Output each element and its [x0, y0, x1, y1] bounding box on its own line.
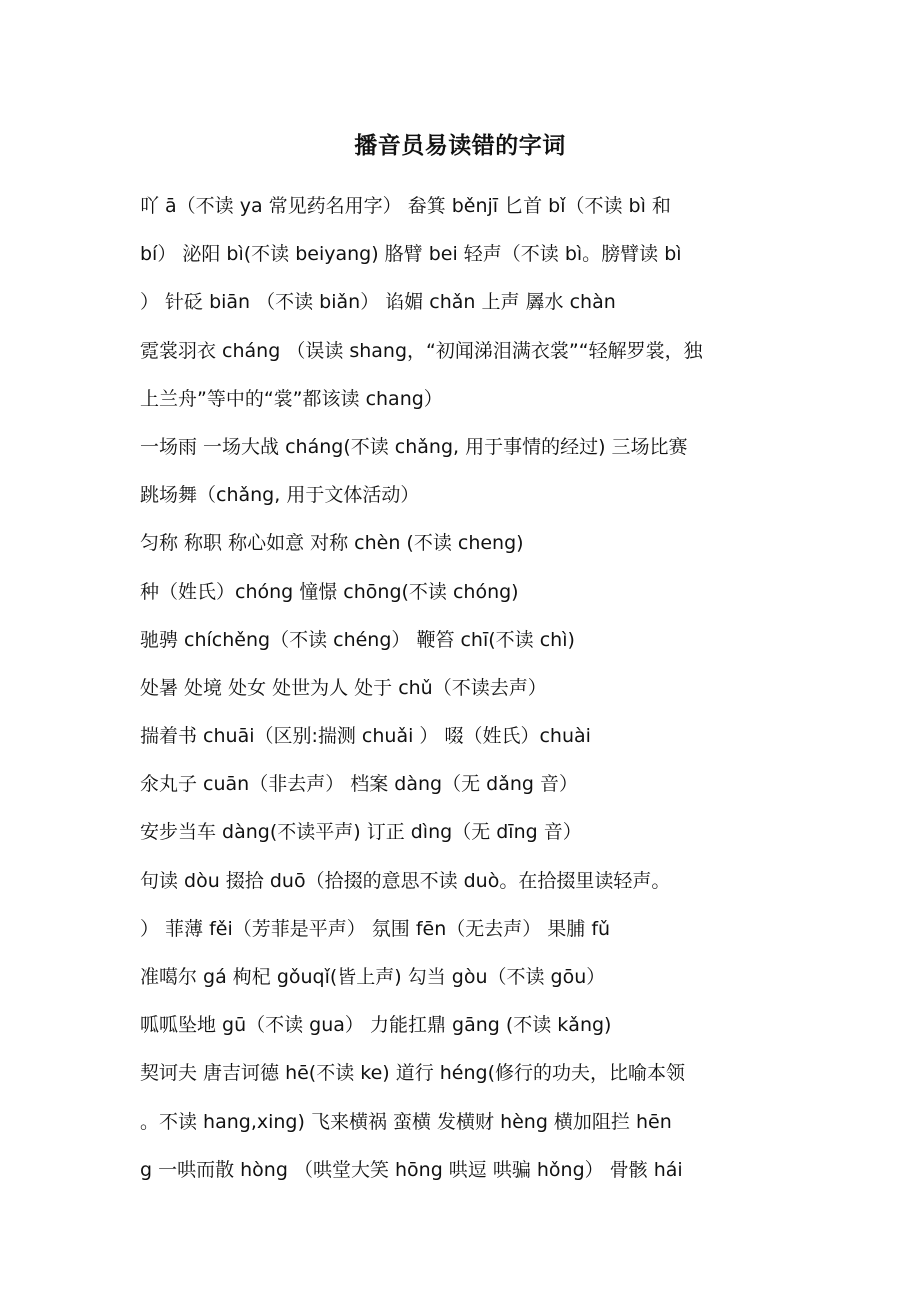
- text-line: bí） 泌阳 bì(不读 beiyang) 胳臂 bei 轻声（不读 bì。膀臂读 bì: [140, 243, 682, 266]
- text-line: 准噶尔 gá 枸杞 gǒuqǐ(皆上声) 勾当 gòu（不读 gōu）: [140, 966, 606, 988]
- text-line: 驰骋 chíchěng（不读 chéng） 鞭笞 chī(不读 chì): [140, 628, 575, 651]
- text-line: 揣着书 chuāi（区别:揣测 chuǎi ） 啜（姓氏）chuài: [140, 725, 591, 748]
- text-line: 呱呱坠地 gū（不读 gua） 力能扛鼎 gāng (不读 kǎng): [140, 1014, 612, 1037]
- text-line: ） 菲薄 fěi（芳菲是平声） 氛围 fēn（无去声） 果脯 fǔ: [140, 917, 611, 940]
- document-title: 播音员易读错的字词: [354, 132, 566, 159]
- text-line: ） 针砭 biān （不读 biǎn） 谄媚 chǎn 上声 羼水 chàn: [140, 291, 616, 314]
- text-line: 安步当车 dàng(不读平声) 订正 dìng（无 dīng 音）: [140, 821, 582, 844]
- text-line: 氽丸子 cuān（非去声） 档案 dàng（无 dǎng 音）: [140, 773, 578, 796]
- text-line: 匀称 称职 称心如意 对称 chèn (不读 cheng): [140, 532, 524, 555]
- text-line: 种（姓氏）chóng 憧憬 chōng(不读 chóng): [140, 580, 519, 603]
- text-line: 霓裳羽衣 cháng （误读 shang，“初闻涕泪满衣裳”“轻解罗裳，独: [140, 339, 703, 362]
- text-line: 一场雨 一场大战 cháng(不读 chǎng, 用于事情的经过) 三场比赛: [140, 435, 688, 458]
- text-line: 句读 dòu 掇拾 duō（拾掇的意思不读 duò。在拾掇里读轻声。: [140, 869, 671, 892]
- document-body: [140, 190, 785, 1202]
- text-line: 吖 ā（不读 ya 常见药名用字） 畚箕 běnjī 匕首 bǐ（不读 bì 和: [140, 195, 671, 217]
- text-line: 。不读 hang,xing) 飞来横祸 蛮横 发横财 hèng 横加阻拦 hēn: [140, 1110, 672, 1133]
- text-line: 处暑 处境 处女 处世为人 处于 chǔ（不读去声）: [140, 676, 547, 699]
- text-line: 契诃夫 唐吉诃德 hē(不读 ke) 道行 héng(修行的功夫，比喻本领: [140, 1062, 686, 1085]
- text-line: 上兰舟”等中的“裳”都该读 chang）: [140, 387, 443, 410]
- text-line: g 一哄而散 hòng （哄堂大笑 hōng 哄逗 哄骗 hǒng） 骨骸 hái: [140, 1158, 683, 1181]
- text-line: 跳场舞（chǎng, 用于文体活动）: [140, 484, 420, 507]
